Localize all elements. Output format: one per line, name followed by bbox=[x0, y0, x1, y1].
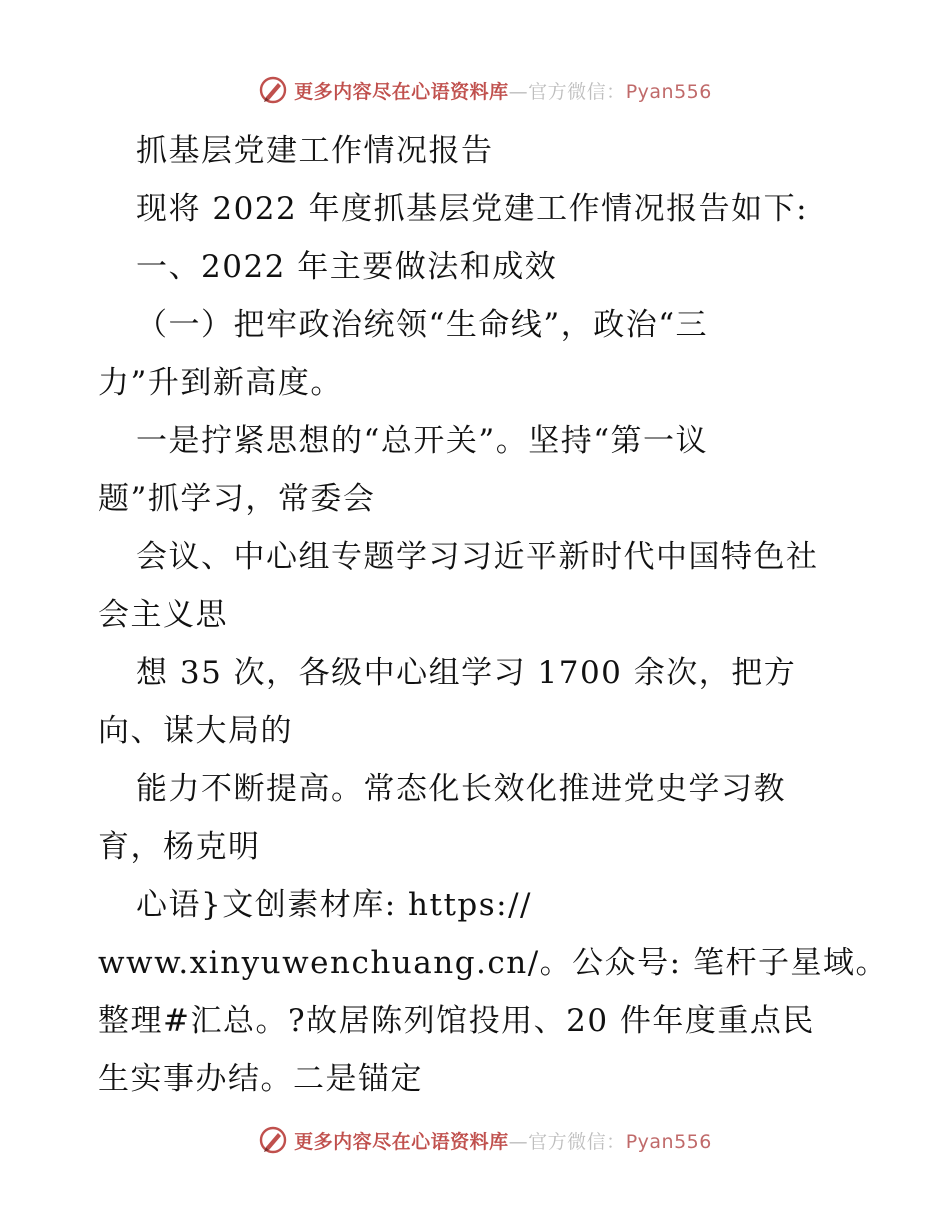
text-line: 生实事办结。二是锚定 bbox=[98, 1061, 423, 1097]
text-line: www.xinyuwenchuang.cn/。公众号: 笔杆子星域。 bbox=[98, 945, 888, 981]
header-banner bbox=[0, 70, 950, 110]
banner-wechat-id: Pyan556 bbox=[625, 80, 712, 103]
text-line: 想 35 次，各级中心组学习 1700 余次，把方 bbox=[136, 655, 797, 691]
footer-banner bbox=[0, 1120, 950, 1160]
header-banner-content bbox=[258, 75, 712, 105]
text-line: 力”升到新高度。 bbox=[98, 365, 343, 401]
banner-main-text: 更多内容尽在心语资料库 bbox=[294, 1130, 509, 1153]
pen-logo-icon bbox=[258, 1125, 288, 1155]
text-line: 能力不断提高。常态化长效化推进党史学习教 bbox=[136, 771, 786, 807]
banner-wechat-label: 官方微信： bbox=[528, 1130, 626, 1153]
text-line: 抓基层党建工作情况报告 bbox=[136, 133, 494, 169]
text-line: 一是拧紧思想的“总开关”。坚持“第一议 bbox=[136, 423, 709, 459]
banner-dash: — bbox=[508, 80, 529, 103]
text-line: 育，杨克明 bbox=[98, 829, 261, 865]
document-body bbox=[98, 122, 888, 1108]
footer-banner-content bbox=[258, 1125, 712, 1155]
text-line: 会主义思 bbox=[98, 597, 228, 633]
text-line: 会议、中心组专题学习习近平新时代中国特色社 bbox=[136, 539, 819, 575]
banner-wechat-label: 官方微信： bbox=[528, 80, 626, 103]
banner-wechat-id: Pyan556 bbox=[625, 1130, 712, 1153]
text-line: 题”抓学习，常委会 bbox=[98, 481, 376, 517]
text-line: 向、谋大局的 bbox=[98, 713, 293, 749]
text-line: 现将 2022 年度抓基层党建工作情况报告如下: bbox=[136, 191, 809, 227]
text-line: 一、2022 年主要做法和成效 bbox=[136, 249, 558, 285]
header-banner-text bbox=[294, 77, 712, 104]
banner-dash: — bbox=[508, 1130, 529, 1153]
text-line: （一）把牢政治统领“生命线”，政治“三 bbox=[136, 307, 709, 343]
footer-banner-text bbox=[294, 1127, 712, 1154]
text-line: 整理#汇总。?故居陈列馆投用、20 件年度重点民 bbox=[98, 1003, 815, 1039]
banner-main-text: 更多内容尽在心语资料库 bbox=[294, 80, 509, 103]
pen-logo-icon bbox=[258, 75, 288, 105]
text-line: 心语}文创素材库: https:// bbox=[136, 887, 532, 923]
